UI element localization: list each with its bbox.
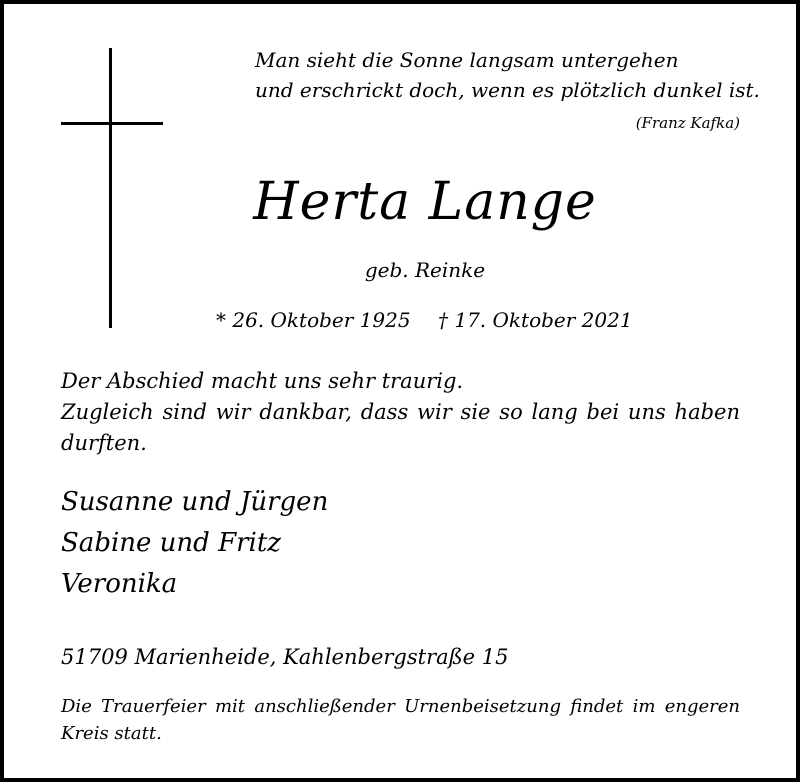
quote-author: (Franz Kafka) [635, 114, 740, 132]
deceased-name: Herta Lange [253, 172, 597, 232]
quote [255, 45, 760, 105]
birth-date: * 26. Oktober 1925 [216, 308, 411, 332]
address: 51709 Marienheide, Kahlenbergstraße 15 [61, 645, 509, 669]
message-line-1: Der Abschied macht uns sehr traurig. [61, 369, 464, 393]
funeral-notice: Die Trauerfeier mit anschließender Urnenbeisetzung findet im engeren Kreis statt. [61, 696, 740, 744]
message-line-2: Zugleich sind wir dankbar, dass wir sie so lang bei uns haben durften. [61, 400, 740, 455]
death-date: † 17. Oktober 2021 [438, 308, 633, 332]
cross-horizontal-bar [61, 122, 163, 125]
family-list [61, 482, 328, 605]
family-member: Veronika [61, 569, 178, 599]
quote-line-2: und erschrickt doch, wenn es plötzlich dunkel ist. [255, 78, 760, 102]
birth-name: geb. Reinke [364, 258, 486, 282]
family-member: Susanne und Jürgen [61, 487, 329, 517]
quote-line-1: Man sieht die Sonne langsam untergehen [255, 48, 679, 72]
family-member: Sabine und Fritz [61, 528, 281, 558]
farewell-message [61, 366, 740, 459]
